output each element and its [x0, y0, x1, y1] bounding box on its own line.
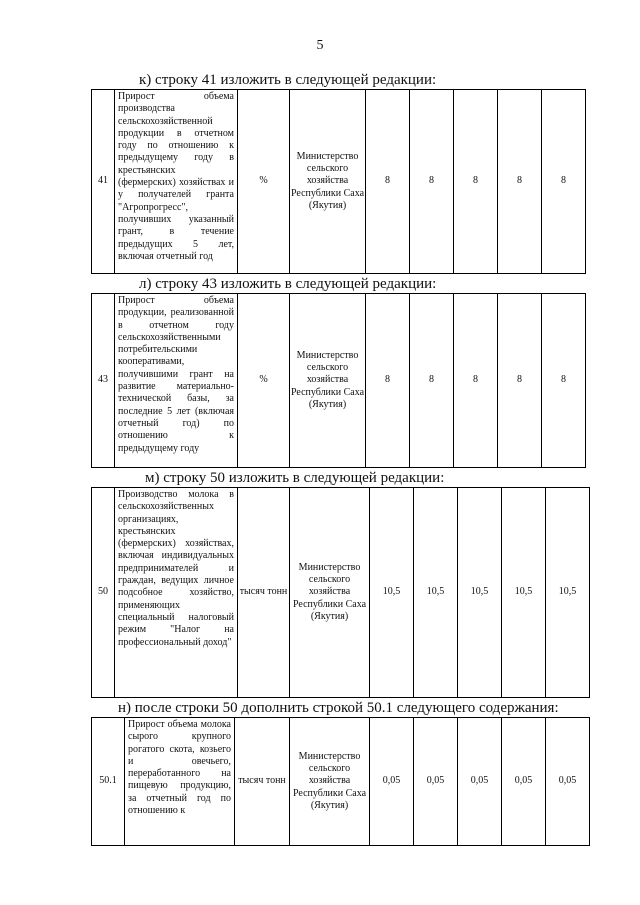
target-value: 8	[410, 90, 454, 274]
indicator-description: Прирост объема производства сельскохозяйственной продукции в отчетном году по отношению к предыдущему году в крестьянских (фермерских) хозяйствах и у получателей гранта "Агропрогресс", получивших указанный грант, в течение предыдущих 5 лет, включая отчетный год	[115, 90, 238, 274]
target-value: 0,05	[546, 718, 590, 846]
target-value: 10,5	[502, 488, 546, 698]
target-value: 8	[454, 90, 498, 274]
responsible-ministry: Министерство сельского хозяйства Республики Саха (Якутия)	[290, 294, 366, 468]
target-value: 0,05	[458, 718, 502, 846]
unit-of-measure: тысяч тонн	[238, 488, 290, 698]
target-value: 10,5	[370, 488, 414, 698]
row-number: 50	[92, 488, 115, 698]
table-row-50-1	[91, 717, 590, 846]
indicator-description: Прирост объема молока сырого крупного рогатого скота, козьего и овечьего, переработанного на пищевую продукцию, за отчетный год по отношению к	[125, 718, 235, 846]
amendment-caption-41: к) строку 41 изложить в следующей редакции:	[139, 72, 437, 88]
amendment-caption-43: л) строку 43 изложить в следующей редакции:	[139, 276, 437, 292]
target-value: 10,5	[458, 488, 502, 698]
target-value: 10,5	[546, 488, 590, 698]
target-value: 8	[498, 90, 542, 274]
target-value: 8	[366, 294, 410, 468]
target-value: 8	[498, 294, 542, 468]
amendment-caption-50-1: н) после строки 50 дополнить строкой 50.1 следующего содержания:	[118, 700, 559, 716]
target-value: 0,05	[414, 718, 458, 846]
unit-of-measure: %	[238, 90, 290, 274]
target-value: 8	[542, 90, 586, 274]
amendment-caption-50: м) строку 50 изложить в следующей редакции:	[145, 470, 445, 486]
responsible-ministry: Министерство сельского хозяйства Республики Саха (Якутия)	[290, 718, 370, 846]
unit-of-measure: %	[238, 294, 290, 468]
responsible-ministry: Министерство сельского хозяйства Республики Саха (Якутия)	[290, 90, 366, 274]
target-value: 8	[454, 294, 498, 468]
row-number: 43	[92, 294, 115, 468]
target-value: 8	[366, 90, 410, 274]
target-value: 0,05	[370, 718, 414, 846]
target-value: 0,05	[502, 718, 546, 846]
responsible-ministry: Министерство сельского хозяйства Республики Саха (Якутия)	[290, 488, 370, 698]
table-row-50	[91, 487, 590, 698]
page-number: 5	[316, 38, 324, 53]
indicator-description: Прирост объема продукции, реализованной в отчетном году сельскохозяйственными потребительскими кооперативами, получившими грант на развитие материально-технической базы, за последние 5 лет (включая отчетный год) по отношению к предыдущему году	[115, 294, 238, 468]
target-value: 8	[542, 294, 586, 468]
indicator-description: Производство молока в сельскохозяйственных организациях, крестьянских (фермерских) хозяйствах, включая индивидуальных предпринимателей и граждан, ведущих личное подсобное хозяйство, применяющих специальный налоговый режим "Налог на профессиональный доход"	[115, 488, 238, 698]
target-value: 8	[410, 294, 454, 468]
row-number: 50.1	[92, 718, 125, 846]
row-number: 41	[92, 90, 115, 274]
unit-of-measure: тысяч тонн	[235, 718, 290, 846]
target-value: 10,5	[414, 488, 458, 698]
table-row-41	[91, 89, 586, 274]
table-row-43	[91, 293, 586, 468]
